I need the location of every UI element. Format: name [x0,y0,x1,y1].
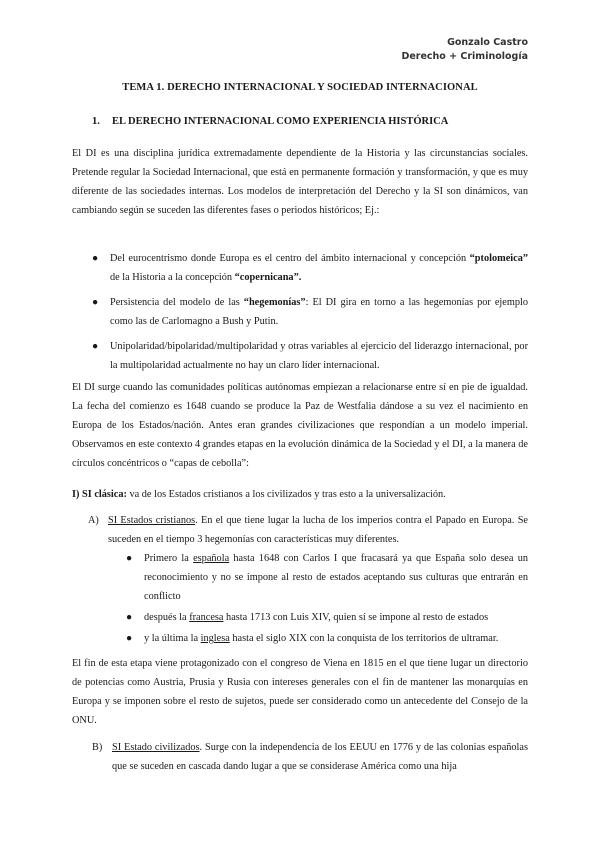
list-item: ● Unipolaridad/bipolaridad/multipolaridad y otras variables al ejercicio del liderazgo internacional, por la multipolaridad actualmente no hay un claro líder internacional. [92,337,528,375]
bullet-icon: ● [126,553,133,564]
bullet-icon: ● [92,341,99,352]
bullet-list [92,249,528,381]
list-item: ● después la francesa hasta 1713 con Luis XIV, quien sí se impone al resto de estados [144,608,528,627]
subject-name: Derecho + Criminología [401,51,528,62]
bullet-icon: ● [126,633,133,644]
paragraph-intro: El DI es una disciplina jurídica extremadamente dependiente de la Historia y las circunstancias sociales. Pretende regular la Sociedad Internacional, que está en permanente formación y transformación, y que es muy diferente de las sociedades internas. Los modelos de interpretación del Derecho y la SI son dinámicos, van cambiando según se suceden las diferentes fases o periodos históricos; Ej.: [72,148,528,216]
paragraph-vienna: El fin de esta etapa viene protagonizado con el congreso de Viena en 1815 en el que tiene lugar un directorio de potencias como Austria, Prusia y Rusia con intereses generales con el fin de mantener las monarquías en Europa y se imponen sobre el resto de sujetos, puede ser considerado como un antecedente del Consejo de la ONU. [72,658,528,726]
subsection-a-letter: A) [88,515,99,526]
subsection-b-title: SI Estado civilizados [112,742,200,753]
page-title: TEMA 1. DERECHO INTERNACIONAL Y SOCIEDAD INTERNACIONAL [122,82,478,93]
bullet-icon: ● [92,253,99,264]
section-title: EL DERECHO INTERNACIONAL COMO EXPERIENCIA HISTÓRICA [112,116,449,127]
subsection-a-text: . En el que tiene lugar la lucha de los imperios contra el Papado en Europa. Se suceden en el tiempo 3 hegemonías con características muy diferentes. [108,515,528,545]
subsection-b [92,738,528,776]
section-heading [92,116,448,127]
stage-one-text: va de los Estados cristianos a los civilizados y tras esto a la universalización. [126,489,446,500]
document-header [401,36,528,64]
subsection-a-title: SI Estados cristianos [108,515,196,526]
list-item: ● Primero la española hasta 1648 con Carlos I que fracasará ya que España solo desea un reconocimiento y no se impone al resto de estados aceptando sus culturas que entrarán en conflicto [144,549,528,606]
list-item: ● y la última la inglesa hasta el siglo XIX con la conquista de los territorios de ultramar. [144,629,528,648]
bullet-icon: ● [126,612,133,623]
subsection-a [88,511,528,549]
author-name: Gonzalo Castro [447,37,528,48]
subsection-b-text: . Surge con la independencia de los EEUU en 1776 y de las colonias españolas que se suceden en cascada dando lugar a que se considerase América como una hija [112,742,528,772]
bullet-icon: ● [92,297,99,308]
subsection-b-letter: B) [92,742,103,753]
hegemony-list [126,549,528,650]
list-item: ● Persistencia del modelo de las “hegemonías”: El DI gira en torno a las hegemonías por ejemplo como las de Carlomagno a Bush y Putin. [92,293,528,331]
section-number: 1. [92,116,100,127]
stage-one-label: I) SI clásica: [72,489,127,500]
stage-one [72,485,528,504]
paragraph-origins: El DI surge cuando las comunidades políticas autónomas empiezan a relacionarse entre sí en pie de igualdad. La fecha del comienzo es 1648 cuando se produce la Paz de Westfalia dándose a su vez el nacimiento en Europa de los Estados/nación. Antes eran grandes civilizaciones que respondían a un modelo imperial. Observamos en este contexto 4 grandes etapas en la evolución dinámica de la Sociedad y el DI, a la manera de círculos concéntricos o “capas de cebolla”: [72,382,528,469]
list-item: ● Del eurocentrismo donde Europa es el centro del ámbito internacional y concepción “ptolomeica” de la Historia a la concepción “copernicana”. [92,249,528,287]
